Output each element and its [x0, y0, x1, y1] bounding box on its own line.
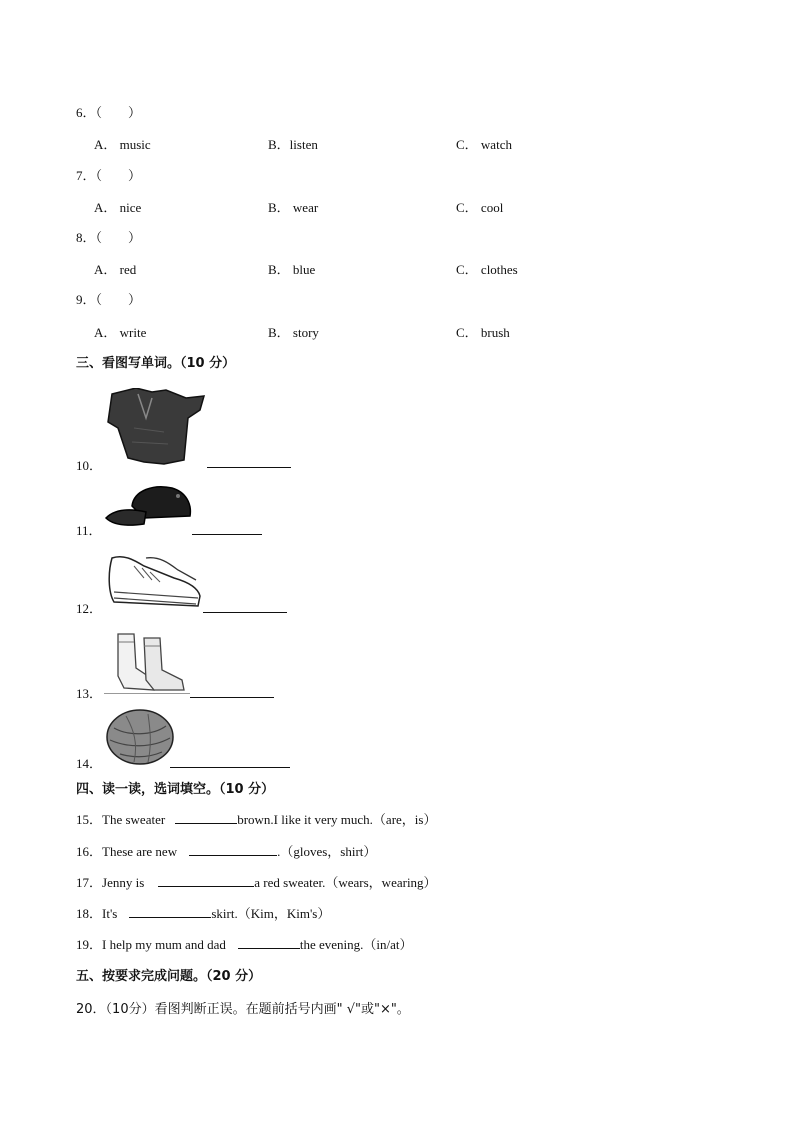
question-19-suffix: the evening.（in/at） [299, 937, 413, 952]
question-19 [76, 934, 413, 953]
question-18-blank[interactable] [129, 905, 211, 918]
question-9-number: 9．（ ） [76, 292, 142, 307]
coat-icon [104, 388, 208, 466]
section-5-title: 五、按要求完成问题。（20 分） [76, 969, 262, 984]
question-11-answer-line[interactable] [192, 534, 262, 535]
question-12-answer-line[interactable] [203, 612, 287, 613]
question-18 [76, 903, 330, 922]
question-9-option-c: C． brush [456, 325, 510, 340]
question-7-option-c: C． cool [456, 200, 504, 215]
question-6-option-a: A． music [94, 137, 151, 152]
question-15-prefix: The sweater [102, 812, 166, 827]
question-18-prefix: It's [102, 906, 118, 921]
question-14-number: 14． [76, 756, 103, 771]
question-16-number: 16． [76, 844, 103, 859]
socks-baseline [104, 693, 190, 694]
question-9-option-a: A． write [94, 325, 147, 340]
question-19-prefix: I help my mum and dad [102, 937, 226, 952]
question-15-blank[interactable] [175, 811, 237, 824]
question-18-suffix: skirt.（Kim，Kim's） [211, 906, 331, 921]
question-8-number: 8．（ ） [76, 230, 142, 245]
question-17-prefix: Jenny is [102, 875, 145, 890]
question-17-blank[interactable] [158, 874, 254, 887]
question-17 [76, 872, 437, 891]
question-8-option-b: B． blue [268, 262, 316, 277]
sneakers-icon [104, 552, 204, 610]
hat-icon [104, 708, 176, 766]
question-12-number: 12． [76, 601, 103, 616]
section-3-title: 三、看图写单词。（10 分） [76, 356, 236, 371]
question-16 [76, 841, 376, 860]
question-15-number: 15． [76, 812, 103, 827]
question-16-suffix: .（gloves，shirt） [277, 844, 377, 859]
question-20: 20．（10分）看图判断正误。在题前括号内画" √"或"×"。 [76, 1002, 410, 1017]
question-17-number: 17． [76, 875, 103, 890]
question-6-option-b: B．listen [268, 137, 318, 152]
question-13-answer-line[interactable] [190, 697, 274, 698]
question-10-number: 10． [76, 458, 103, 473]
question-7-number: 7．（ ） [76, 168, 142, 183]
question-7-option-a: A． nice [94, 200, 142, 215]
question-19-blank[interactable] [238, 936, 300, 949]
question-15-suffix: brown.I like it very much.（are，is） [237, 812, 437, 827]
section-4-title: 四、读一读，选词填空。（10 分） [76, 782, 275, 797]
question-10-answer-line[interactable] [207, 467, 291, 468]
question-6-option-c: C． watch [456, 137, 512, 152]
question-8-option-c: C． clothes [456, 262, 518, 277]
question-16-blank[interactable] [189, 843, 277, 856]
question-18-number: 18． [76, 906, 103, 921]
question-13-number: 13． [76, 686, 103, 701]
question-11-number: 11． [76, 523, 102, 538]
question-6-number: 6．（ ） [76, 105, 142, 120]
question-7-option-b: B． wear [268, 200, 319, 215]
question-14-answer-line[interactable] [170, 767, 290, 768]
question-15 [76, 809, 436, 828]
cap-icon [104, 484, 194, 528]
question-16-prefix: These are new [102, 844, 178, 859]
question-19-number: 19． [76, 937, 103, 952]
socks-icon [104, 630, 190, 694]
question-9-option-b: B． story [268, 325, 319, 340]
question-8-option-a: A． red [94, 262, 137, 277]
question-17-suffix: a red sweater.（wears，wearing） [254, 875, 437, 890]
